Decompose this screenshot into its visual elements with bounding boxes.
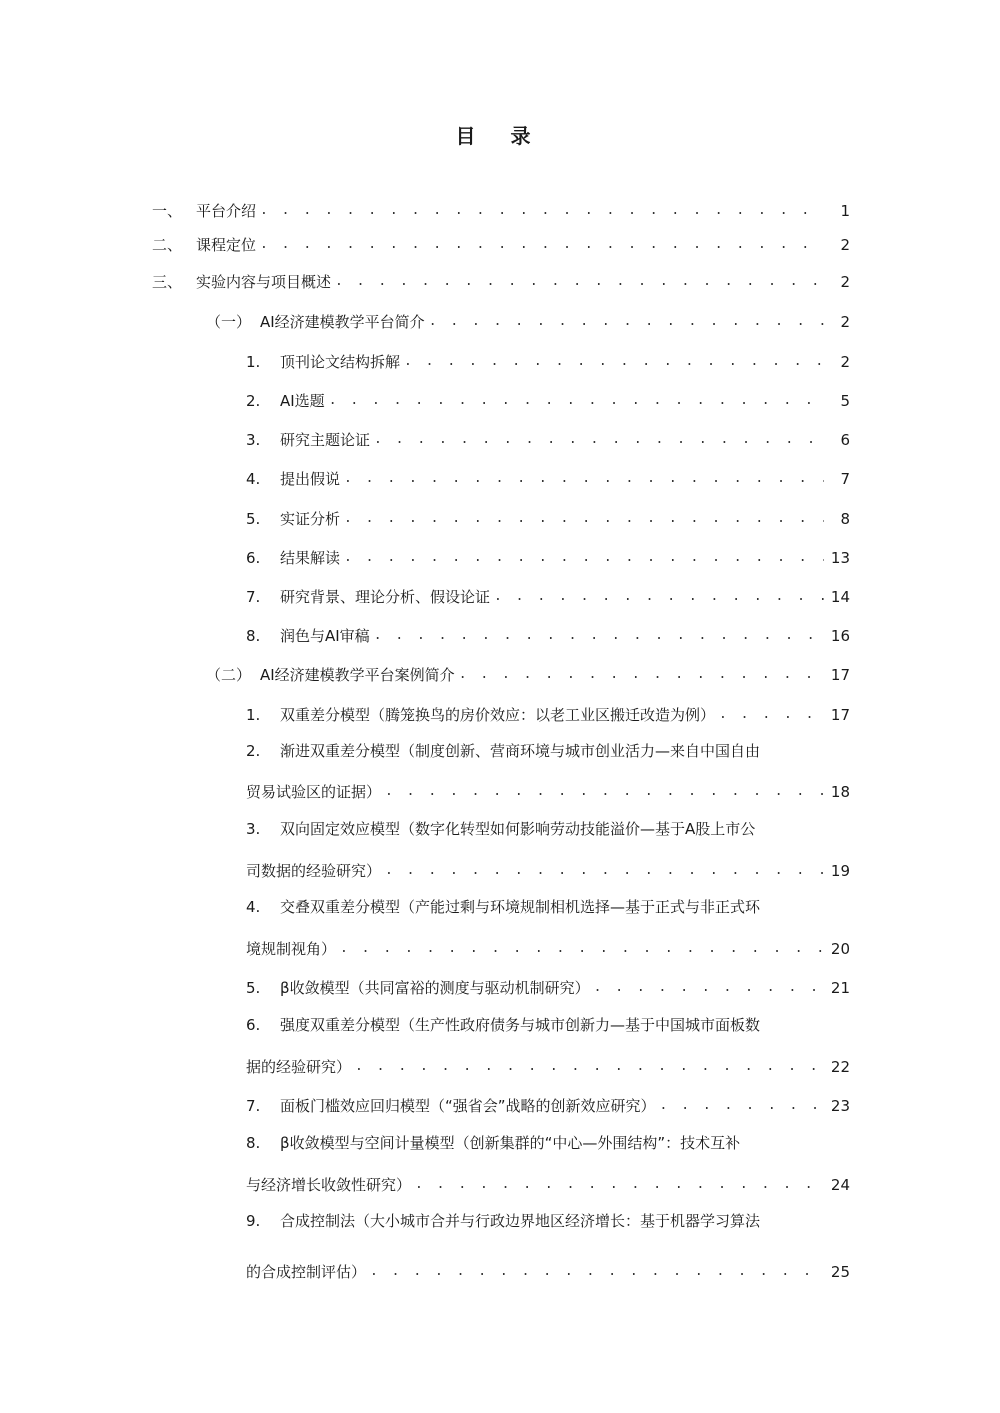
toc-text: 的合成控制评估） bbox=[246, 1263, 367, 1281]
toc-entry-l1[interactable] bbox=[152, 197, 850, 221]
toc-page-number: 6 bbox=[840, 431, 850, 449]
toc-entry-l3-first-line[interactable] bbox=[246, 741, 760, 761]
toc-page-number: 7 bbox=[840, 470, 850, 488]
toc-leader bbox=[260, 201, 824, 221]
toc-page-number: 2 bbox=[840, 313, 850, 331]
toc-text: 境规制视角） bbox=[246, 940, 337, 958]
toc-number: 3. bbox=[246, 431, 261, 449]
toc-number: 6. bbox=[246, 549, 261, 567]
toc-entry-l3[interactable] bbox=[246, 426, 850, 450]
toc-page-number: 24 bbox=[830, 1176, 850, 1194]
toc-number: 2. bbox=[246, 392, 261, 410]
toc-text: 研究主题论证 bbox=[280, 431, 371, 449]
toc-entry-l1[interactable] bbox=[152, 268, 850, 292]
toc-page-number: 22 bbox=[830, 1058, 850, 1076]
toc-entry-l3-continuation[interactable] bbox=[246, 935, 850, 959]
toc-leader bbox=[374, 626, 824, 646]
toc-page-number: 2 bbox=[840, 353, 850, 371]
toc-number: 二、 bbox=[152, 236, 183, 254]
toc-leader bbox=[385, 861, 824, 881]
toc-number: 1. bbox=[246, 353, 261, 371]
toc-text: 合成控制法（大小城市合并与行政边界地区经济增长：基于机器学习算法 bbox=[280, 1212, 761, 1230]
toc-entry-l3[interactable] bbox=[246, 622, 850, 646]
toc-leader bbox=[344, 469, 824, 489]
toc-entry-l3[interactable] bbox=[246, 465, 850, 489]
toc-leader bbox=[404, 352, 824, 372]
toc-text: 强度双重差分模型（生产性政府债务与城市创新力—基于中国城市面板数 bbox=[280, 1016, 761, 1034]
toc-text: AI经济建模教学平台简介 bbox=[260, 313, 425, 331]
toc-text: 据的经验研究） bbox=[246, 1058, 352, 1076]
toc-page-number: 16 bbox=[830, 627, 850, 645]
toc-leader bbox=[260, 235, 824, 255]
toc-text: 研究背景、理论分析、假设论证 bbox=[280, 588, 491, 606]
toc-entry-l3-continuation[interactable] bbox=[246, 857, 850, 881]
toc-page-number: 18 bbox=[830, 783, 850, 801]
toc-text: 实证分析 bbox=[280, 510, 341, 528]
toc-page-number: 14 bbox=[830, 588, 850, 606]
toc-text: 交叠双重差分模型（产能过剩与环境规制相机选择—基于正式与非正式环 bbox=[280, 898, 761, 916]
toc-number: 5. bbox=[246, 979, 261, 997]
toc-page-number: 2 bbox=[840, 273, 850, 291]
toc-text: 贸易试验区的证据） bbox=[246, 783, 382, 801]
toc-leader bbox=[374, 430, 824, 450]
toc-page-number: 1 bbox=[840, 202, 850, 220]
toc-entry-l3-continuation[interactable] bbox=[246, 1258, 850, 1282]
toc-text: 提出假说 bbox=[280, 470, 341, 488]
toc-entry-l3-first-line[interactable] bbox=[246, 1133, 740, 1153]
toc-page-number: 20 bbox=[830, 940, 850, 958]
toc-text: 双重差分模型（腾笼换鸟的房价效应：以老工业区搬迁改造为例） bbox=[280, 706, 716, 724]
toc-page-number: 23 bbox=[830, 1097, 850, 1115]
toc-page-number: 17 bbox=[830, 666, 850, 684]
toc-entry-l1[interactable] bbox=[152, 231, 850, 255]
toc-page-number: 8 bbox=[840, 510, 850, 528]
toc-entry-l2[interactable] bbox=[206, 661, 850, 685]
toc-entry-l3-continuation[interactable] bbox=[246, 1171, 850, 1195]
toc-text: 实验内容与项目概述 bbox=[196, 273, 332, 291]
toc-entry-l2[interactable] bbox=[206, 308, 850, 332]
toc-leader bbox=[370, 1262, 824, 1282]
toc-number: 6. bbox=[246, 1016, 261, 1034]
page-title: 目 录 bbox=[455, 124, 545, 148]
toc-leader bbox=[335, 272, 824, 292]
toc-leader bbox=[660, 1096, 824, 1116]
toc-leader bbox=[494, 587, 824, 607]
toc-leader bbox=[719, 705, 824, 725]
toc-leader bbox=[340, 939, 824, 959]
toc-entry-l3[interactable] bbox=[246, 387, 850, 411]
toc-leader bbox=[344, 509, 824, 529]
toc-entry-l3[interactable] bbox=[246, 544, 850, 568]
toc-text: 课程定位 bbox=[196, 236, 257, 254]
toc-number: 3. bbox=[246, 820, 261, 838]
toc-leader bbox=[415, 1175, 824, 1195]
toc-number: 三、 bbox=[152, 273, 183, 291]
toc-leader bbox=[429, 312, 824, 332]
toc-number: （二） bbox=[206, 666, 252, 684]
toc-number: 7. bbox=[246, 1097, 261, 1115]
toc-number: 4. bbox=[246, 470, 261, 488]
toc-page-number: 2 bbox=[840, 236, 850, 254]
toc-page-number: 13 bbox=[830, 549, 850, 567]
toc-entry-l3-first-line[interactable] bbox=[246, 897, 760, 917]
toc-entry-l3[interactable] bbox=[246, 583, 850, 607]
toc-text: 结果解读 bbox=[280, 549, 341, 567]
toc-text: 润色与AI审稿 bbox=[280, 627, 370, 645]
toc-entry-l3[interactable] bbox=[246, 1092, 850, 1116]
toc-page-number: 25 bbox=[830, 1263, 850, 1281]
toc-number: 一、 bbox=[152, 202, 183, 220]
toc-entry-l3-first-line[interactable] bbox=[246, 819, 755, 839]
toc-leader bbox=[344, 548, 824, 568]
toc-entry-l3[interactable] bbox=[246, 348, 850, 372]
toc-text: 顶刊论文结构拆解 bbox=[280, 353, 401, 371]
toc-leader bbox=[459, 665, 824, 685]
toc-leader bbox=[594, 978, 824, 998]
toc-page-number: 17 bbox=[830, 706, 850, 724]
toc-page-number: 19 bbox=[830, 862, 850, 880]
toc-text: AI经济建模教学平台案例简介 bbox=[260, 666, 455, 684]
toc-entry-l3-first-line[interactable] bbox=[246, 1211, 760, 1231]
toc-leader bbox=[329, 391, 824, 411]
toc-entry-l3[interactable] bbox=[246, 505, 850, 529]
toc-number: （一） bbox=[206, 313, 252, 331]
toc-entry-l3-first-line[interactable] bbox=[246, 1015, 760, 1035]
toc-text: β收敛模型（共同富裕的测度与驱动机制研究） bbox=[280, 979, 590, 997]
toc-leader bbox=[385, 782, 824, 802]
toc-number: 7. bbox=[246, 588, 261, 606]
toc-entry-l3[interactable] bbox=[246, 701, 850, 725]
toc-text: 渐进双重差分模型（制度创新、营商环境与城市创业活力—来自中国自由 bbox=[280, 742, 761, 760]
toc-number: 8. bbox=[246, 1134, 261, 1152]
toc-text: 与经济增长收敛性研究） bbox=[246, 1176, 412, 1194]
toc-text: 平台介绍 bbox=[196, 202, 257, 220]
toc-entry-l3-continuation[interactable] bbox=[246, 778, 850, 802]
toc-number: 1. bbox=[246, 706, 261, 724]
toc-text: 双向固定效应模型（数字化转型如何影响劳动技能溢价—基于A股上市公 bbox=[280, 820, 756, 838]
toc-number: 9. bbox=[246, 1212, 261, 1230]
toc-text: 面板门槛效应回归模型（“强省会”战略的创新效应研究） bbox=[280, 1097, 656, 1115]
toc-number: 4. bbox=[246, 898, 261, 916]
toc-number: 2. bbox=[246, 742, 261, 760]
toc-text: AI选题 bbox=[280, 392, 325, 410]
toc-leader bbox=[355, 1057, 824, 1077]
toc-text: 司数据的经验研究） bbox=[246, 862, 382, 880]
toc-entry-l3-continuation[interactable] bbox=[246, 1053, 850, 1077]
toc-page-number: 21 bbox=[830, 979, 850, 997]
toc-number: 8. bbox=[246, 627, 261, 645]
toc-number: 5. bbox=[246, 510, 261, 528]
toc-page-number: 5 bbox=[840, 392, 850, 410]
toc-entry-l3[interactable] bbox=[246, 974, 850, 998]
toc-text: β收敛模型与空间计量模型（创新集群的“中心—外围结构”：技术互补 bbox=[280, 1134, 741, 1152]
